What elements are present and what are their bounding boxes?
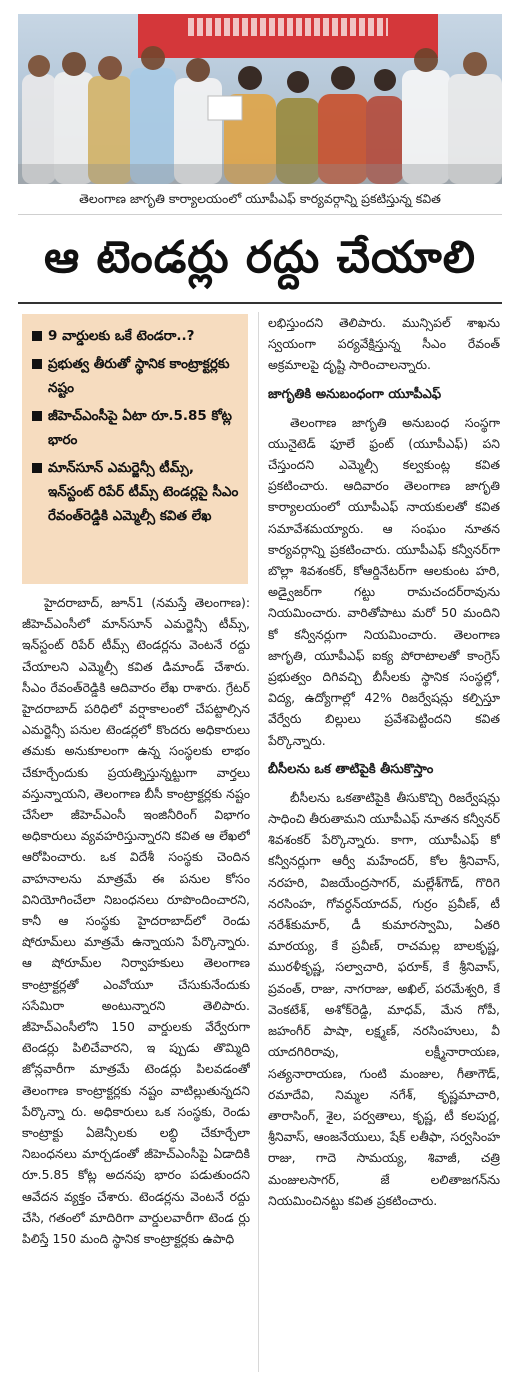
left-column — [22, 592, 250, 1372]
photo-caption: తెలంగాణ జాగృతి కార్యాలయంలో యూపీఎఫ్ కార్యవర్గాన్ని ప్రకటిస్తున్న కవిత — [18, 184, 502, 215]
article-body-upf: తెలంగాణ జాగృతి అనుబంధ సంస్థగా యునైటెడ్ ఫూలే ఫ్రంట్ (యూపీఎఫ్) పని చేస్తుందని ఎమ్మెల్సీ కల్వకుంట్ల కవిత ప్రకటించారు. ఆదివారం తెలంగాణ జాగృతి కార్యాలయంలో యూపీఎఫ్ నాయకులతో కవిత సమావేశమయ్యారు. ఆ సంఘం నూతన కార్యవర్గాన్ని ప్రకటించారు. యూపీఎఫ్ కన్వీనర్‌గా బొల్లా శివశంకర్, కోఆర్డినేటర్‌గా ఆలకుంట హరి, అడ్వైజర్‌గా గట్టు రామచందర్‌రావును నియమించారు. వారితోపాటు మరో 50 మందిని కో కన్వీనర్లుగా నియమించారు. తెలంగాణ జాగృతి, యూపీఎఫ్ ఐక్య పోరాటాలతో కాంగ్రెస్ ప్రభుత్వం దిగివచ్చి బీసీలకు స్థానిక సంస్థల్లో, విద్య, ఉద్యోగాల్లో 42% రిజర్వేషన్లు కల్పిస్తూ వేర్వేరు బిల్లులు ప్రవేశపెట్టిందని కవిత పేర్కొన్నారు. — [268, 414, 500, 748]
people-illustration — [18, 14, 502, 184]
group-photo — [18, 14, 502, 184]
column-divider — [258, 312, 259, 1372]
article-body-bc: బీసీలను ఒకతాటిపైకి తీసుకొచ్చి రిజర్వేషన్లు సాధించి తీరుతామని యూపీఎఫ్ నూతన కన్వీనర్ శివశంకర్ పేర్కొన్నారు. కాగా, యూపీఎఫ్ కో కన్వీనర్లుగా ఆర్వీ మహేందర్, కోల శ్రీనివాస్, నరహరి, విజయేంద్రసాగర్, మల్లేశ్‌గౌడ్, గొరిగె నరసింహ, గోవర్ధన్‌యాదవ్, గుర్రం ప్రవీణ్, టీ నరేశ్‌కుమార్, డీ కుమారస్వామి, ఏతరి మారయ్య, కే ప్రవీణ్, రాచమల్ల బాలకృష్ణ, మురళీకృష్ణ, సల్వాచారి, ఫరూక్, కే శ్రీనివాస్, ప్రవంత్, రాజు, నాగరాజు, అఖిల్, పరమేశ్వరి, కే వెంకటేశ్, అశోక్‌రెడ్డి, మాధవ్, మేన గోపీ, జహంగీర్ పాషా, లక్ష్మణ్, నరసింహులు, వీ యాదగిరిరావు, లక్ష్మీనారాయణ, సత్యనారాయణ, గుంటి మంజుల, గీతాగౌడ్, రమాదేవి, నిమ్మల నగేశ్, కృష్ణమాచారి, తారాసింగ్, శైల, పర్వతాలు, కృష్ణ, టీ కలపుర్ణ, శ్రీనివాస్, ఆంజనేయులు, షేక్ లతీఫా, సర్వసింహ రాజు, గాదె సామయ్య, శివాజీ, చత్రి మంజులసాగర్, జే లలితాజగన్‌ను నియమించినట్టు కవిత ప్రకటించారు. — [268, 789, 500, 1208]
highlight-item: 9 వార్డులకు ఒకే టెండరా..? — [32, 324, 240, 348]
highlight-item: ప్రభుత్వ తీరుతో స్థానిక కాంట్రాక్టర్లకు నష్టం — [32, 352, 240, 400]
subheading-bc: బీసీలను ఒక తాటిపైకి తీసుకొస్తాం — [268, 761, 434, 777]
headline: ఆ టెండర్లు రద్దు చేయాలి — [44, 232, 476, 283]
headline-rule — [18, 302, 502, 304]
highlight-item: జీహెచ్ఎంసీపై ఏటా రూ.5.85 కోట్ల భారం — [32, 404, 240, 452]
article-body-left: హైదరాబాద్, జూన్1 (నమస్తే తెలంగాణ): జీహెచ్ఎంసీలో మాన్‌సూన్ ఎమర్జెన్సీ టీమ్స్, ఇన్‌స్టంట్ రిపేర్ టీమ్స్ టెండర్లను వెంటనే రద్దు చేయాలని ఎమ్మెల్సీ కవిత డిమాండ్ చేశారు. సీఎం రేవంత్‌రెడ్డికి ఆదివారం లేఖ రాశారు. గ్రేటర్ హైదరాబాద్ పరిధిలో వర్షాకాలంలో చేపట్టాల్సిన ఎమర్జెన్సీ పనుల టెండర్లలో కొందరు అధికారులు తమకు అనుకూలంగా ఉన్న సంస్థలకు లాభం చేకూర్చేందుకు ప్రయత్నిస్తున్నట్టుగా వార్తలు వస్తున్నాయని, తెలంగాణ బీసీ కాంట్రాక్టర్లకు నష్టం చేసేలా జీహెచ్ఎంసీ ఇంజినీరింగ్ విభాగం అధికారులు వ్యవహరిస్తున్నారని కవిత ఆ లేఖలో ఆరోపించారు. ఒక విదేశీ సంస్థకు చెందిన వాహనాలను మాత్రమే ఈ పనుల కోసం వినియోగించేలా నిబంధనలు రూపొందించారని, కానీ ఆ సంస్థకు హైదరాబాద్‌లో రెండు షోరూమ్‌లు మాత్రమే ఉన్నాయని పేర్కొన్నారు. ఆ షోరూమ్‌ల నిర్వాహకులు తెలంగాణ కాంట్రాక్టర్లతో ఎంవోయూ చేసుకునేందుకు ససేమిరా అంటున్నారని తెలిపారు. జీహెచ్ఎంసీలోని 150 వార్డులకు వేర్వేరుగా టెండర్లు పిలిచేవారని, ఇ ప్పుడు తొమ్మిది జోన్లవారీగా మాత్రమే టెండర్లు పిలవడంతో తెలంగాణ కాంట్రాక్టర్లకు నష్టం వాటిల్లుతున్నదని పేర్కొన్నా రు. అధికారులు ఒక సంస్థకు, రెండు కాంట్రాక్టు ఏజెన్సీలకు లబ్ధి చేకూర్చేలా నిబంధనలు మార్చడంతో జీహెచ్ఎంసీపై ఏడాదికి రూ.5.85 కోట్ల అదనపు భారం పడుతుందని ఆవేదన వ్యక్తం చేశారు. టెండర్లను వెంటనే రద్దు చేసి, గతంలో మాదిరిగా వార్డులవారీగా టెండ ర్లు పిలిస్తే 150 మంది స్థానిక కాంట్రాక్టర్లకు ఉపాధి — [22, 595, 250, 1247]
article-body-continued: లభిస్తుందని తెలిపారు. మున్సిపల్ శాఖను స్వయంగా పర్యవేక్షిస్తున్న సీఎం రేవంత్ అక్రమాలపై దృష్టి సారించాలన్నారు. — [268, 315, 500, 373]
right-column — [268, 312, 500, 1372]
square-bullet-icon — [32, 359, 42, 369]
square-bullet-icon — [32, 331, 42, 341]
square-bullet-icon — [32, 411, 42, 421]
square-bullet-icon — [32, 463, 42, 473]
highlight-item: మాన్‌సూన్ ఎమర్జెన్సీ టీమ్స్, ఇన్‌స్టంట్ రిపేర్ టీమ్స్ టెండర్లపై సీఎం రేవంత్‌రెడ్డికి ఎమ్మెల్సీ కవిత లేఖ — [32, 456, 240, 528]
subheading-upf: జాగృతికి అనుబంధంగా యూపీఎఫ్ — [268, 386, 442, 402]
highlights-box — [22, 314, 248, 584]
